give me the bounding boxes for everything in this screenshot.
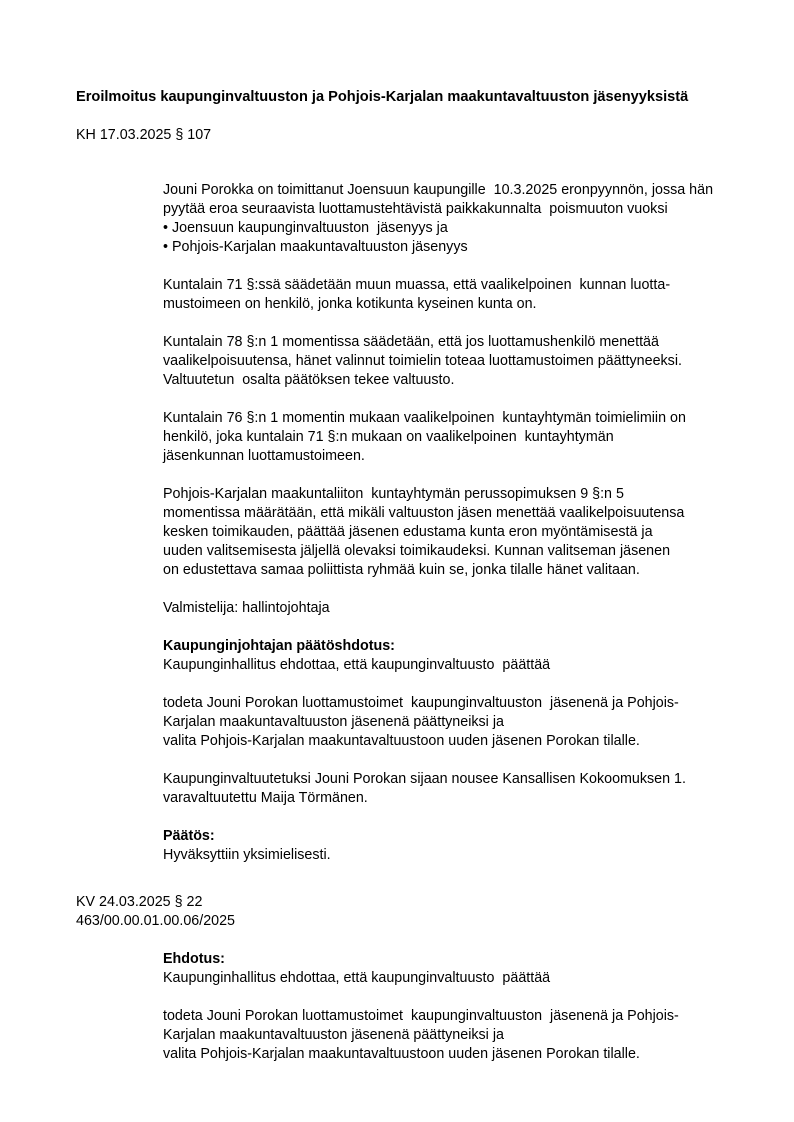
document-title: Eroilmoitus kaupunginvaltuuston ja Pohjois-Karjalan maakuntavaltuuston jäsenyyksistä: [76, 89, 689, 105]
proposal-intro: Kaupunginhallitus ehdottaa, että kaupunginvaltuusto päättää: [163, 657, 551, 673]
intro-paragraph: Jouni Porokka on toimittanut Joensuun kaupungille 10.3.2025 eronpyynnön, jossa hän pyytää eroa seuraavista luottamustehtävistä paikkakunnalta poismuuton vuoksi • Joensuun kaupunginvaltuuston jäsenyys ja • Pohjois-Karjalan maakuntavaltuuston jäsenyys: [163, 182, 714, 255]
proposal-body: todeta Jouni Porokan luottamustoimet kaupunginvaltuuston jäsenenä ja Pohjois- Karjalan maakuntavaltuuston jäsenenä päättyneiksi ja valita Pohjois-Karjalan maakuntavaltuustoon uuden jäsenen Porokan tilalle.: [163, 695, 679, 749]
kv-section-body: [163, 950, 738, 1064]
charter-paragraph: Pohjois-Karjalan maakuntaliiton kuntayhtymän perussopimuksen 9 §:n 5 momentissa määrätään, että mikäli valtuuston jäsen menettää vaalikelpoisuutensa kesken toimikauden, päättää jäsenen edustama kunta eron myöntämisestä ja uuden valitsemisesta jäljellä olevaksi toimikaudeksi. Kunnan valitseman jäsenen on edustettava samaa poliittista ryhmää kuin se, jonka tilalle hänet valitaan.: [163, 486, 685, 578]
decision-text: Hyväksyttiin yksimielisesti.: [163, 847, 331, 863]
law-76-paragraph: Kuntalain 76 §:n 1 momentin mukaan vaalikelpoinen kuntayhtymän toimielimiin on henkilö, joka kuntalain 71 §:n mukaan on vaalikelpoinen kuntayhtymän jäsenkunnan luottamustoimeen.: [163, 410, 686, 464]
preparer-line: Valmistelija: hallintojohtaja: [163, 600, 330, 616]
case-number: 463/00.00.01.00.06/2025: [76, 913, 236, 929]
successor-paragraph: Kaupunginvaltuutetuksi Jouni Porokan sijaan nousee Kansallisen Kokoomuksen 1. varavaltuutettu Maija Törmänen.: [163, 771, 686, 806]
ehdotus-heading: Ehdotus:: [163, 951, 225, 967]
kv-section-heading: KV 24.03.2025 § 22: [76, 894, 203, 910]
kh-section-heading: KH 17.03.2025 § 107: [76, 127, 212, 143]
law-78-paragraph: Kuntalain 78 §:n 1 momentissa säädetään, että jos luottamushenkilö menettää vaalikelpoisuutensa, hänet valinnut toimielin toteaa luottamustoimen päättyneeksi. Valtuutetun osalta päätöksen tekee valtuusto.: [163, 334, 682, 388]
ehdotus-intro: Kaupunginhallitus ehdottaa, että kaupunginvaltuusto päättää: [163, 970, 551, 986]
law-71-paragraph: Kuntalain 71 §:ssä säädetään muun muassa, että vaalikelpoinen kunnan luotta- mustoimeen on henkilö, jonka kotikunta kyseinen kunta on.: [163, 277, 671, 312]
kh-section-body: [163, 181, 738, 865]
proposal-heading: Kaupunginjohtajan päätöshdotus:: [163, 638, 395, 654]
ehdotus-body: todeta Jouni Porokan luottamustoimet kaupunginvaltuuston jäsenenä ja Pohjois- Karjalan maakuntavaltuuston jäsenenä päättyneiksi ja valita Pohjois-Karjalan maakuntavaltuustoon uuden jäsenen Porokan tilalle.: [163, 1008, 679, 1062]
decision-heading: Päätös:: [163, 828, 215, 844]
